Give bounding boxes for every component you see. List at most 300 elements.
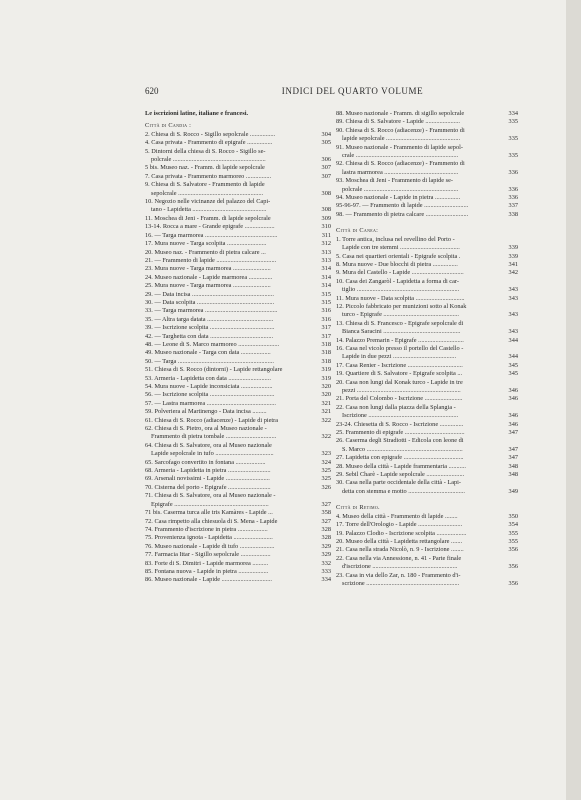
- entry-line: [336, 186, 518, 194]
- entry-text: 4. Museo della città - Frammento di lapide ........: [336, 512, 458, 520]
- entry-page-number: 349: [508, 487, 518, 495]
- entry-page-number: 325: [321, 475, 331, 483]
- entry-page-number: 344: [508, 353, 518, 361]
- index-entry: [336, 379, 518, 396]
- index-entry: [336, 463, 518, 471]
- entry-line: [336, 211, 518, 219]
- entry-line: [145, 366, 331, 374]
- entry-line: [336, 303, 518, 311]
- entry-text: 17. Torre dell'Orologio - Lapide ............................: [336, 521, 463, 529]
- entry-page-number: 329: [321, 542, 331, 550]
- entry-page-number: 346: [508, 412, 518, 420]
- entry-line: [336, 278, 518, 286]
- entry-text: Lapide sepolcrale in tufo .....................................: [151, 450, 274, 458]
- entry-page-number: 355: [508, 529, 518, 537]
- entry-line: [336, 370, 518, 378]
- entry-text: crale .................................................................: [342, 152, 459, 160]
- entry-text: 4. Casa privata - Frammento di epigrafe ................: [145, 139, 273, 147]
- entry-page-number: 319: [321, 366, 331, 374]
- entry-page-number: 336: [508, 194, 518, 202]
- entry-page-number: 335: [508, 152, 518, 160]
- entry-page-number: 344: [508, 336, 518, 344]
- entry-text: 71 bis. Caserma turca alle tris Kamàres - Lapide ...: [145, 509, 273, 517]
- index-entry: [145, 333, 331, 341]
- index-entry: [145, 257, 331, 265]
- entry-line: [145, 492, 331, 500]
- entry-page-number: 307: [321, 172, 331, 180]
- entry-line: [145, 333, 331, 341]
- entry-page-number: 345: [508, 361, 518, 369]
- entry-text: 23. Casa in via dello Zar, n. 180 - Frammento d'i-: [336, 571, 461, 579]
- entry-line: [336, 563, 518, 571]
- entry-page-number: 312: [321, 240, 331, 248]
- entry-text: 17. Mura nuove - Targa scolpita .........................: [145, 240, 267, 248]
- index-entry: [336, 236, 518, 253]
- entry-page-number: 348: [508, 471, 518, 479]
- entry-page-number: 355: [508, 537, 518, 545]
- entry-line: [145, 509, 331, 517]
- entry-page-number: 314: [321, 273, 331, 281]
- entry-line: [336, 538, 518, 546]
- entry-text: 5 bis. Museo naz. - Framm. di lapide sepolcrale: [145, 164, 265, 172]
- index-entry: [145, 475, 331, 483]
- entry-list: [336, 236, 518, 497]
- index-entry: [336, 118, 518, 126]
- entry-text: 75. Provenienza ignota - Lapidetta .........................: [145, 534, 273, 542]
- entry-text: 19. Palazzo Clodio - Iscrizione scolpita ...................: [336, 529, 467, 537]
- index-entry: [145, 484, 331, 492]
- entry-page-number: 338: [508, 210, 518, 218]
- index-entry: [145, 274, 331, 282]
- index-entry: [336, 269, 518, 277]
- entry-line: [145, 181, 331, 189]
- entry-text: 5. Casa nei quartieri orientali - Epigrafe scolpita .: [336, 252, 461, 260]
- entry-text: 20. Casa non lungi dal Konak turco - Lapide in tre: [336, 378, 463, 386]
- entry-page-number: 313: [321, 248, 331, 256]
- entry-line: [336, 471, 518, 479]
- entry-page-number: 346: [508, 420, 518, 428]
- index-entry: [145, 316, 331, 324]
- entry-text: 21. Porta del Colombo - Iscrizione ........................: [336, 395, 463, 403]
- entry-page-number: 327: [321, 517, 331, 525]
- entry-text: 65. Sarcofago convertito in fontana ...................: [145, 458, 266, 466]
- index-entry: [336, 437, 518, 454]
- entry-text: sepolcrale ......................................................: [151, 189, 264, 197]
- entry-text: 77. Farmacia Ittar - Sigillo sepolcrale ...................: [145, 551, 271, 559]
- entry-line: [336, 337, 518, 345]
- entry-page-number: 305: [321, 139, 331, 147]
- entry-line: [336, 446, 518, 454]
- entry-text: Lapide con tre stemmi ......................................: [342, 244, 460, 252]
- entry-line: [145, 291, 331, 299]
- entry-line: [145, 551, 331, 559]
- index-entry: [336, 303, 518, 320]
- index-entry: [336, 421, 518, 429]
- entry-line: [336, 479, 518, 487]
- entry-text: 89. Chiesa di S. Salvatore - Lapide ......................: [336, 118, 460, 126]
- entry-page-number: 356: [508, 579, 518, 587]
- entry-text: 8. Mura nuove - Due blocchi di pietra ................: [336, 260, 458, 268]
- index-entry: [145, 181, 331, 198]
- entry-line: [145, 190, 331, 198]
- entry-line: [336, 580, 518, 588]
- entry-line: [336, 421, 518, 429]
- entry-text: 25. Frammento di epigrafe ......................................: [336, 429, 465, 437]
- index-entry: [145, 282, 331, 290]
- entry-line: [145, 249, 331, 257]
- entry-page-number: 321: [321, 408, 331, 416]
- entry-line: [336, 395, 518, 403]
- index-entry: [145, 560, 331, 568]
- index-entry: [145, 307, 331, 315]
- entry-line: [336, 530, 518, 538]
- index-entry: [145, 148, 331, 165]
- entry-page-number: 320: [321, 383, 331, 390]
- city-heading-candia: Città di Candia :: [145, 122, 192, 130]
- entry-line: [145, 568, 331, 576]
- index-entry: [145, 551, 331, 559]
- entry-list: [336, 513, 518, 589]
- entry-page-number: 315: [321, 290, 331, 298]
- index-entry: [145, 349, 331, 357]
- index-entry: [145, 139, 331, 147]
- entry-text: 70. Cisterna del porto - Epigrafe ...........................: [145, 483, 271, 491]
- index-entry: [336, 337, 518, 345]
- entry-list: [336, 110, 518, 219]
- entry-text: 51. Chiesa di S. Rocco (dintorni) - Lapide rettangolare: [145, 366, 283, 374]
- entry-page-number: 327: [321, 500, 331, 508]
- entry-text: Iscrizione .........................................................: [342, 412, 459, 420]
- entry-text: 57. — Lastra marmorea ............................................: [145, 399, 276, 407]
- entry-text: 93. Moschea di Jeni - Frammento di lapide se-: [336, 177, 453, 185]
- entry-line: [145, 215, 331, 223]
- entry-text: 72. Casa rimpetto alla chiesuola di S. Mena - Lapide: [145, 517, 278, 525]
- entry-line: [336, 328, 518, 336]
- section-title: Le iscrizioni latine, italiane e francesi.: [145, 110, 249, 117]
- entry-line: [336, 169, 518, 177]
- entry-line: [145, 484, 331, 492]
- entry-page-number: 311: [321, 231, 331, 239]
- entry-line: [145, 358, 331, 366]
- entry-line: [336, 261, 518, 269]
- index-entry: [145, 408, 331, 416]
- entry-text: scrizione ...........................................................: [342, 579, 460, 587]
- entry-text: 28. Museo della città - Lapide frammentaria ...........: [336, 462, 466, 470]
- entry-page-number: 341: [508, 260, 518, 268]
- entry-text: 49. Museo nazionale - Targa con data ...................: [145, 349, 271, 357]
- index-entry: [336, 211, 518, 219]
- city-heading-canea: Città di Canea:: [336, 227, 379, 235]
- entry-page-number: 308: [321, 206, 331, 214]
- entry-line: [145, 164, 331, 172]
- entry-text: tano - Lapidetta ...............................................: [151, 206, 267, 214]
- entry-text: 16. Casa nel vicolo presso il portello del Castello -: [336, 344, 464, 352]
- entry-line: [336, 177, 518, 185]
- entry-line: [336, 144, 518, 152]
- entry-line: [145, 282, 331, 290]
- index-entry: [336, 320, 518, 337]
- entry-line: [145, 341, 331, 349]
- entry-line: [145, 450, 331, 458]
- right-column: [336, 110, 518, 588]
- index-entry: [145, 173, 331, 181]
- entry-text: 13-14. Rocca a mare - Grande epigrafe ...................: [145, 223, 275, 231]
- index-entry: [145, 459, 331, 467]
- index-entry: [336, 261, 518, 269]
- entry-page-number: 347: [508, 454, 518, 462]
- entry-text: d'iscrizione ......................................................: [342, 563, 458, 571]
- entry-page-number: 318: [321, 357, 331, 365]
- entry-page-number: 315: [321, 298, 331, 306]
- entry-page-number: 347: [508, 445, 518, 453]
- index-entry: [336, 278, 518, 295]
- entry-text: 98. — Frammento di pietra calcare ...........................: [336, 210, 469, 218]
- entry-text: polcrale ...........................................................: [151, 156, 266, 164]
- entry-text: 33. — Targa marmorea ..............................................: [145, 307, 278, 315]
- page-number: 620: [145, 86, 159, 96]
- entry-page-number: 343: [508, 328, 518, 336]
- entry-page-number: 322: [321, 433, 331, 441]
- entry-line: [145, 501, 331, 509]
- entry-page-number: 346: [508, 387, 518, 394]
- entry-text: 13. Chiesa di S. Francesco - Epigrafe sepolcrale di: [336, 319, 464, 327]
- index-entry: [145, 366, 331, 374]
- entry-line: [145, 139, 331, 147]
- entry-text: 29. Sebil Charè - Lapide sepolcrale ........................: [336, 471, 465, 479]
- entry-line: [336, 269, 518, 277]
- entry-page-number: 314: [321, 282, 331, 290]
- entry-line: [145, 173, 331, 181]
- entry-line: [336, 194, 518, 202]
- city-heading-retimo: Città di Retimo.: [336, 504, 380, 512]
- index-entry: [145, 383, 331, 391]
- entry-line: [145, 400, 331, 408]
- index-entry: [336, 295, 518, 303]
- entry-line: [145, 299, 331, 307]
- entry-line: [336, 429, 518, 437]
- entry-text: 23-24. Chiesetta di S. Rocco - Iscrizione ...............: [336, 420, 464, 428]
- entry-text: 92. Chiesa di S. Rocco (adiacenze) - Frammento di: [336, 160, 465, 168]
- entry-text: 7. Casa privata - Frammento marmoreo ................: [145, 172, 272, 180]
- entry-text: 30. Casa nella parte occidentale della città - Lapi-: [336, 479, 462, 487]
- index-entry: [336, 538, 518, 546]
- entry-page-number: 333: [321, 567, 331, 575]
- entry-text: 68. Armeria - Lapidetta in pietra ...........................: [145, 467, 271, 475]
- entry-page-number: 320: [321, 391, 331, 399]
- entry-text: Frammento di pietra tombale ................................: [151, 433, 277, 441]
- index-entry: [336, 404, 518, 421]
- entry-text: 22. Casa nella via Annessione, n. 41 - Parte finale: [336, 554, 462, 562]
- entry-page-number: 314: [321, 265, 331, 273]
- entry-text: 90. Chiesa di S. Rocco (adiacenze) - Frammento di: [336, 126, 465, 134]
- entry-text: 61. Chiesa di S. Rocco (adiacenze) - Lapide di pietra: [145, 416, 279, 424]
- entry-text: 23. Mura nuove - Targa marmorea ........................: [145, 265, 271, 273]
- index-entry: [336, 546, 518, 554]
- entry-text: 35. — Altra targa datata ..........................................: [145, 315, 274, 323]
- entry-page-number: 347: [508, 429, 518, 437]
- entry-page-number: 317: [321, 332, 331, 340]
- entry-line: [145, 198, 331, 206]
- index-entry: [145, 265, 331, 273]
- entry-text: pezzi ..................................................................: [342, 387, 461, 394]
- entry-line: [336, 244, 518, 252]
- entry-page-number: 319: [321, 374, 331, 382]
- entry-text: 53. Armeria - Lapidetta con data ...........................: [145, 374, 271, 382]
- entry-page-number: 343: [508, 286, 518, 294]
- entry-page-number: 339: [508, 244, 518, 252]
- entry-line: [336, 488, 518, 496]
- entry-line: [145, 391, 331, 399]
- entry-line: [145, 223, 331, 231]
- index-entry: [336, 253, 518, 261]
- entry-page-number: 354: [508, 521, 518, 529]
- entry-text: 27. Lapidetta con epigrafe ......................................: [336, 454, 464, 462]
- entry-line: [145, 131, 331, 139]
- entry-line: [145, 475, 331, 483]
- entry-line: [145, 156, 331, 164]
- entry-text: 17. Casa Renier - Iscrizione ...................................: [336, 361, 463, 369]
- index-entry: [336, 572, 518, 589]
- entry-line: [145, 257, 331, 265]
- entry-page-number: 323: [321, 450, 331, 458]
- index-entry: [336, 530, 518, 538]
- entry-line: [336, 404, 518, 412]
- entry-text: 10. Negozio nelle vicinanze del palazzo del Capi-: [145, 198, 271, 206]
- entry-text: 2. Chiesa di S. Rocco - Sigillo sepolcrale ................: [145, 130, 276, 138]
- entry-page-number: 316: [321, 307, 331, 315]
- entry-line: [145, 417, 331, 425]
- page-title: INDICI DEL QUARTO VOLUME: [281, 86, 424, 96]
- index-entry: [336, 395, 518, 403]
- entry-page-number: 343: [508, 311, 518, 319]
- entry-text: 64. Chiesa di S. Salvatore, ora al Museo nazionale: [145, 441, 272, 449]
- entry-text: 9. Chiesa di S. Salvatore - Frammento di lapide: [145, 181, 265, 189]
- entry-text: Bianca Saracini .................................................: [342, 328, 461, 336]
- entry-line: [336, 454, 518, 462]
- entry-text: turco - Epigrafe ................................................: [342, 311, 459, 319]
- index-entry: [336, 521, 518, 529]
- index-entry: [336, 110, 518, 118]
- entry-line: [145, 206, 331, 214]
- index-entry: [145, 324, 331, 332]
- index-entry: [336, 362, 518, 370]
- index-entry: [145, 198, 331, 215]
- index-entry: [145, 467, 331, 475]
- entry-text: S. Marco .............................................................: [342, 445, 463, 453]
- entry-page-number: 316: [321, 315, 331, 323]
- entry-page-number: 304: [321, 130, 331, 138]
- entry-page-number: 308: [321, 189, 331, 197]
- entry-text: 76. Museo nazionale - Lapide di tufo ......................: [145, 542, 275, 550]
- entry-text: 88. Museo nazionale - Framm. di sigillo sepolcrale: [336, 110, 465, 117]
- index-entry: [336, 370, 518, 378]
- entry-page-number: 332: [321, 559, 331, 567]
- entry-page-number: 358: [321, 509, 331, 517]
- entry-line: [336, 572, 518, 580]
- entry-line: [336, 521, 518, 529]
- entry-text: Epigrafe ............................................................: [151, 500, 269, 508]
- entry-page-number: 350: [508, 512, 518, 520]
- entry-page-number: 329: [321, 551, 331, 559]
- entry-line: [336, 152, 518, 160]
- entry-line: [145, 425, 331, 433]
- entry-page-number: 345: [508, 370, 518, 378]
- entry-text: Lapide in due pezzi ........................................: [342, 353, 457, 361]
- entry-text: 21. Casa nella strada Nicolò, n. 9 - Iscrizione ........: [336, 546, 464, 554]
- left-column: [145, 110, 331, 585]
- entry-line: [336, 555, 518, 563]
- index-entry: [336, 454, 518, 462]
- entry-line: [336, 295, 518, 303]
- entry-text: 9. Mura del Castello - Lapide .................................: [336, 269, 464, 277]
- entry-line: [145, 274, 331, 282]
- entry-page-number: 339: [508, 252, 518, 260]
- entry-text: 56. — Iscrizione scolpita .........................................: [145, 391, 275, 399]
- entry-line: [336, 127, 518, 135]
- entry-line: [145, 324, 331, 332]
- index-entry: [145, 543, 331, 551]
- entry-text: 29. — Data incisa ....................................................: [145, 290, 274, 298]
- entry-text: lastra marmorea ...............................................: [342, 168, 459, 176]
- entry-line: [336, 236, 518, 244]
- entry-line: [145, 534, 331, 542]
- entry-line: [336, 160, 518, 168]
- page-edge: [566, 0, 581, 800]
- entry-text: 26. Caserma degli Stradiotti - Edicola con leone di: [336, 437, 464, 445]
- entry-line: [336, 345, 518, 353]
- entry-text: 12. Piccolo fabbricato per munizioni sotto al Konak: [336, 302, 467, 310]
- entry-line: [145, 576, 331, 584]
- entry-page-number: 317: [321, 324, 331, 332]
- entry-text: 21. — Frammento di lapide ......................................: [145, 256, 277, 264]
- entry-text: 20. Museo naz. - Frammento di pietra calcare ...: [145, 248, 266, 256]
- index-entry: [145, 164, 331, 172]
- entry-page-number: 309: [321, 214, 331, 222]
- entry-line: [145, 240, 331, 248]
- index-entry: [145, 240, 331, 248]
- entry-text: 91. Museo nazionale - Frammento di lapide sepol-: [336, 143, 463, 151]
- entry-page-number: 342: [508, 269, 518, 277]
- entry-line: [336, 412, 518, 420]
- entry-line: [145, 459, 331, 467]
- index-entry: [145, 223, 331, 231]
- entry-text: 30. — Data scolpita .................................................: [145, 298, 275, 306]
- entry-page-number: 356: [508, 563, 518, 571]
- entry-page-number: 318: [321, 349, 331, 357]
- entry-line: [145, 349, 331, 357]
- entry-page-number: 335: [508, 135, 518, 143]
- entry-page-number: 336: [508, 168, 518, 176]
- entry-line: [145, 467, 331, 475]
- index-entry: [145, 417, 331, 425]
- entry-text: polcrale ............................................................: [342, 185, 459, 193]
- entry-list: [145, 131, 331, 585]
- index-entry: [336, 127, 518, 144]
- entry-line: [336, 387, 518, 395]
- entry-text: 20. Museo della città - Lapidetta rettangolare .......: [336, 537, 463, 545]
- entry-page-number: 322: [321, 416, 331, 424]
- entry-page-number: 328: [321, 525, 331, 533]
- entry-page-number: 337: [508, 202, 518, 210]
- index-entry: [145, 568, 331, 576]
- entry-text: 14. Palazzo Premarin - Epigrafe .............................: [336, 336, 464, 344]
- entry-text: 42. — Targhetta con data ........................................: [145, 332, 274, 340]
- entry-text: 83. Forte di S. Dimitri - Lapide marmorea ..........: [145, 559, 269, 567]
- entry-text: 95-96-97. — Frammento di lapide ............................: [336, 202, 469, 210]
- entry-text: 74. Frammento d'iscrizione in pietra ...................: [145, 525, 268, 533]
- entry-text: 71. Chiesa di S. Salvatore, ora al Museo nazionale -: [145, 492, 276, 500]
- entry-line: [336, 286, 518, 294]
